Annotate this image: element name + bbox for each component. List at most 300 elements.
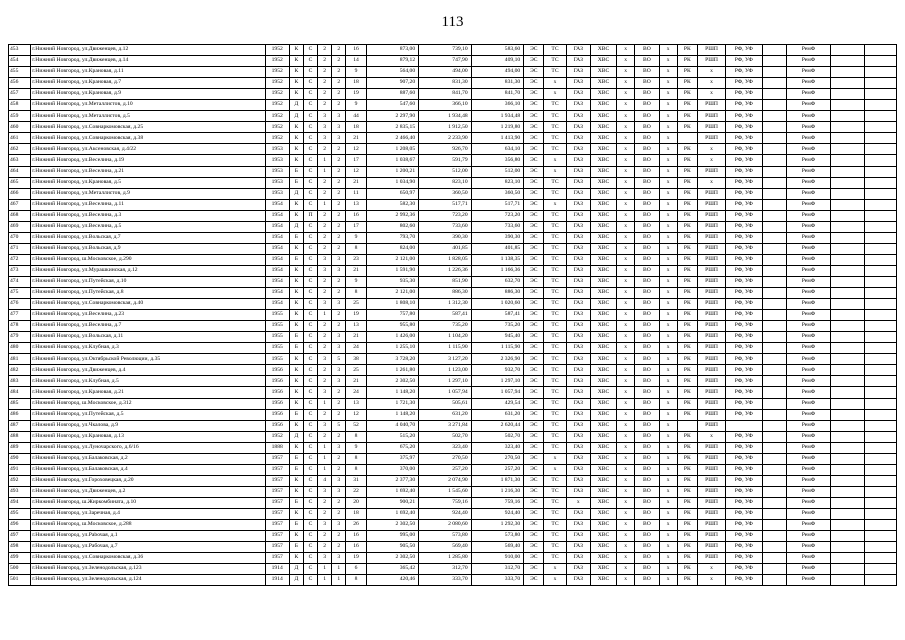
table-cell: 3 [318,299,332,310]
table-cell: ЭС [524,177,544,188]
table-cell: 824,00 [366,243,419,254]
table-cell: г.Нижний Новгород, ул.Веселина, д.23 [31,310,265,321]
table-cell: 2 [318,100,332,111]
table-cell: РемФ [786,453,830,464]
table-row [9,365,897,376]
table-cell: 2 [332,531,346,542]
table-cell: х [659,155,677,166]
table-cell: РемФ [786,564,830,575]
table-cell: ХВС [590,188,616,199]
table-cell: 9 [346,442,366,453]
table-cell: РК [677,475,697,486]
table-cell: С [303,177,317,188]
table-cell: РФ, УФ [726,343,762,354]
table-cell [762,409,786,420]
table-cell: х [617,531,635,542]
table-cell: ВО [635,486,659,497]
table-cell: г.Нижний Новгород, ш.Московское, д.312 [31,398,265,409]
table-cell: 312,70 [419,564,472,575]
table-cell: РК [677,343,697,354]
table-cell: РемФ [786,67,830,78]
table-cell: 2 [332,398,346,409]
table-row [9,453,897,464]
table-cell [864,542,896,553]
table-cell: 2 [332,243,346,254]
table-cell: ХВС [590,442,616,453]
table-cell: 24 [346,343,366,354]
table-cell: 25 [346,365,366,376]
table-cell: ЭС [524,166,544,177]
table-cell: 823,10 [419,177,472,188]
table-cell: 488 [9,431,31,442]
table-cell: 945,40 [471,332,524,343]
table-cell: РФ, УФ [726,188,762,199]
table-cell: С [303,111,317,122]
table-cell [831,276,864,287]
table-cell: РК [677,210,697,221]
table-cell [864,310,896,321]
table-cell: 2 [318,376,332,387]
table-cell: С [303,575,317,586]
table-cell: 471 [9,243,31,254]
table-cell: ВО [635,442,659,453]
table-cell: РШП [697,254,725,265]
table-cell: х [659,56,677,67]
table-cell: ВО [635,144,659,155]
table-cell: ЭС [524,221,544,232]
table-cell: ВО [635,310,659,321]
table-cell: ГАЗ [566,332,590,343]
table-cell: г.Нижний Новгород, ул.Металлистов, д.9 [31,188,265,199]
table-row [9,288,897,299]
table-cell: 2 302,50 [366,376,419,387]
table-cell: 1 692,40 [366,486,419,497]
table-cell: 1955 [265,321,289,332]
table-cell: 1956 [265,398,289,409]
table-cell [762,531,786,542]
table-cell: 323,40 [471,442,524,453]
table-cell: К [289,442,303,453]
table-cell: ХВС [590,288,616,299]
table-cell: ГАЗ [566,343,590,354]
table-cell [864,343,896,354]
table-cell: Б [289,497,303,508]
table-cell: С [303,354,317,365]
table-cell: ХВС [590,475,616,486]
table-cell: 489 [9,442,31,453]
table-cell: С [303,299,317,310]
table-cell: РемФ [786,166,830,177]
table-cell: 1 [318,310,332,321]
table-cell: ТС [544,254,566,265]
table-cell: К [289,133,303,144]
table-cell: 3 [318,354,332,365]
table-cell: 366,10 [471,100,524,111]
table-cell [762,321,786,332]
table-cell: х [617,67,635,78]
table-cell: РемФ [786,299,830,310]
table-cell: ХВС [590,122,616,133]
table-cell: РемФ [786,531,830,542]
table-cell: С [303,520,317,531]
table-cell [864,221,896,232]
table-cell: 1952 [265,111,289,122]
table-cell: 478 [9,321,31,332]
table-cell: 1 426,00 [366,332,419,343]
table-cell: г.Нижний Новгород, ул.Балаковская, д.4 [31,464,265,475]
table-cell: 841,70 [471,89,524,100]
table-cell: РШП [697,332,725,343]
table-cell: ЭС [524,144,544,155]
table-cell: 477 [9,310,31,321]
table-cell [762,354,786,365]
table-cell: РемФ [786,276,830,287]
table-cell: ТС [544,144,566,155]
table-cell: 1 871,30 [471,475,524,486]
table-cell: РФ, УФ [726,210,762,221]
table-cell: х [697,78,725,89]
table-cell [762,376,786,387]
table-cell: ХВС [590,453,616,464]
table-cell: 2 [332,542,346,553]
table-cell: ВО [635,111,659,122]
table-row [9,442,897,453]
table-cell [831,431,864,442]
table-cell: 4 040,70 [366,420,419,431]
table-cell [831,310,864,321]
table-cell: 25 [346,299,366,310]
table-cell [831,78,864,89]
table-cell: РФ, УФ [726,453,762,464]
table-cell: х [659,542,677,553]
table-cell: РШП [697,376,725,387]
table-cell: х [697,177,725,188]
table-cell: РШП [697,343,725,354]
table-cell: 483 [9,376,31,387]
table-cell: 16 [346,210,366,221]
table-cell: 573,80 [419,531,472,542]
table-cell [864,354,896,365]
table-cell: 3 [332,475,346,486]
table-cell [831,100,864,111]
table-cell: РШП [697,122,725,133]
table-cell: 3 [332,111,346,122]
table-cell: 2 [318,243,332,254]
table-cell: РК [677,564,697,575]
table-cell: РК [677,365,697,376]
table-cell: 2 [318,343,332,354]
table-cell: 2 [332,166,346,177]
table-cell: РемФ [786,420,830,431]
table-cell: г.Нижний Новгород, ул.Веселина, д.3 [31,210,265,221]
table-cell: 2 074,90 [419,475,472,486]
table-cell [864,265,896,276]
table-cell: г.Нижний Новгород, ул.Аксеновская, д.4/22 [31,144,265,155]
table-cell: Б [289,464,303,475]
table-cell: 1 [318,199,332,210]
table-cell: 2 [318,508,332,519]
table-cell: 910,00 [471,553,524,564]
table-cell: ГАЗ [566,310,590,321]
table-cell: ВО [635,553,659,564]
table-cell: РФ, УФ [726,122,762,133]
table-cell: РШП [697,553,725,564]
table-cell: 1952 [265,56,289,67]
table-cell [831,265,864,276]
table-cell [831,398,864,409]
table-cell: 5 [332,420,346,431]
table-cell: 12 [346,144,366,155]
table-cell: ЭС [524,497,544,508]
table-cell: 481 [9,354,31,365]
table-cell: ХВС [590,166,616,177]
table-cell [864,299,896,310]
table-cell [762,188,786,199]
table-cell: х [659,387,677,398]
table-cell: г.Нижний Новгород, ул.Мурашкинская, д.12 [31,265,265,276]
table-cell: 270,50 [471,453,524,464]
table-cell: 631,20 [471,409,524,420]
table-cell: ТС [544,553,566,564]
table-cell: 492 [9,475,31,486]
table-cell: ВО [635,398,659,409]
table-cell: РФ, УФ [726,45,762,56]
table-cell: РемФ [786,553,830,564]
table-row [9,486,897,497]
table-cell: 22 [346,486,366,497]
table-cell: х [617,232,635,243]
table-cell: 2 [332,464,346,475]
table-cell: РФ, УФ [726,321,762,332]
table-cell: 759,16 [471,497,524,508]
table-cell: С [303,464,317,475]
table-cell: 18 [346,508,366,519]
table-cell: РФ, УФ [726,56,762,67]
table-cell: РФ, УФ [726,431,762,442]
table-cell: РШП [697,188,725,199]
table-cell: г.Нижний Новгород, ул.Совнаркомовская, д.36 [31,553,265,564]
table-cell [831,89,864,100]
table-cell: С [303,409,317,420]
table-row [9,232,897,243]
table-cell [831,376,864,387]
table-cell: ТС [544,387,566,398]
table-cell [762,497,786,508]
table-cell [864,276,896,287]
table-cell: х [617,188,635,199]
table-cell: 924,40 [471,508,524,519]
table-cell: РШП [697,45,725,56]
table-cell: 2 080,60 [419,520,472,531]
table-cell: 257,20 [419,464,472,475]
table-cell [831,56,864,67]
table-cell: ТС [544,45,566,56]
table-cell: х [617,221,635,232]
table-cell: 1 138,35 [471,254,524,265]
table-cell: ЭС [524,122,544,133]
table-cell: 429,54 [471,398,524,409]
table-cell: 2 [318,332,332,343]
table-cell: РК [677,155,697,166]
table-cell: РемФ [786,56,830,67]
table-cell [762,420,786,431]
table-cell: ХВС [590,564,616,575]
table-cell: 1954 [265,243,289,254]
table-cell [831,254,864,265]
table-cell: 2 [318,67,332,78]
table-cell: 1 261,80 [366,365,419,376]
table-cell: РК [677,553,697,564]
table-cell: 16 [346,45,366,56]
table-cell: РК [677,144,697,155]
table-cell: РФ, УФ [726,299,762,310]
table-cell: РШП [697,520,725,531]
table-cell: 3 [332,376,346,387]
table-cell: РФ, УФ [726,78,762,89]
table-cell: ГАЗ [566,464,590,475]
table-cell: 9 [346,100,366,111]
table-cell: 2 [318,531,332,542]
table-cell: РК [677,453,697,464]
table-cell: г.Нижний Новгород, ул.Вольская, д.7 [31,232,265,243]
table-cell [864,431,896,442]
table-cell: 1952 [265,133,289,144]
table-cell: ГАЗ [566,420,590,431]
table-cell: 1 545,60 [419,486,472,497]
table-cell: 1 591,90 [366,265,419,276]
table-cell: РемФ [786,310,830,321]
table-cell: ЭС [524,564,544,575]
table-cell: х [617,265,635,276]
table-cell: С [303,564,317,575]
table-cell: 1952 [265,67,289,78]
table-cell: 2 [332,89,346,100]
table-cell: 3 [318,111,332,122]
table-cell: РФ, УФ [726,111,762,122]
table-cell: РФ, УФ [726,398,762,409]
table-cell: ВО [635,431,659,442]
table-cell: ЭС [524,67,544,78]
table-cell: 13 [346,199,366,210]
table-cell: РК [677,166,697,177]
table-cell: 3 [332,520,346,531]
table-cell: 935,30 [366,276,419,287]
table-cell: г.Нижний Новгород, ул.Балаковская, д.2 [31,453,265,464]
table-cell: 2 [318,177,332,188]
table-cell: 632,70 [471,276,524,287]
table-cell: С [303,508,317,519]
table-cell [831,508,864,519]
table-cell: РК [677,288,697,299]
table-cell [864,321,896,332]
table-cell: ВО [635,276,659,287]
table-cell: г.Нижний Новгород, ул.Чкалова, д.9 [31,420,265,431]
table-cell: РФ, УФ [726,155,762,166]
table-cell: 2 [318,221,332,232]
table-cell: х [544,199,566,210]
table-cell: РФ, УФ [726,442,762,453]
table-cell: ГАЗ [566,508,590,519]
table-cell: РФ, УФ [726,221,762,232]
table-cell: РемФ [786,243,830,254]
table-cell: г.Нижний Новгород, ул.Крановая, д.11 [31,67,265,78]
table-cell: 723,20 [419,210,472,221]
table-cell: 8 [346,243,366,254]
table-cell: 1952 [265,431,289,442]
table-cell: К [289,321,303,332]
table-cell: х [544,78,566,89]
table-cell: 390,30 [419,232,472,243]
table-cell: х [659,111,677,122]
table-cell: ЭС [524,243,544,254]
table-cell [762,122,786,133]
table-cell: ХВС [590,332,616,343]
table-cell: 17 [346,221,366,232]
table-cell: 496 [9,520,31,531]
table-cell: РК [677,243,697,254]
table-cell: ХВС [590,409,616,420]
table-cell: х [617,111,635,122]
table-cell: 484 [9,387,31,398]
table-cell: 2 [318,542,332,553]
table-cell: 21 [346,332,366,343]
table-cell: ВО [635,299,659,310]
table-cell: 360,50 [419,188,472,199]
table-cell: 2 [332,409,346,420]
table-cell [864,199,896,210]
table-cell: ЭС [524,442,544,453]
table-cell: 1954 [265,232,289,243]
table-cell: 499 [9,553,31,564]
table-cell: К [289,78,303,89]
table-cell: 1953 [265,188,289,199]
table-cell: ТС [544,420,566,431]
table-cell: х [659,564,677,575]
table-cell: х [659,133,677,144]
table-cell: 831,30 [419,78,472,89]
table-cell: ГАЗ [566,354,590,365]
table-cell: РФ, УФ [726,387,762,398]
table-cell: РК [677,199,697,210]
table-cell [831,497,864,508]
table-cell: 873,00 [366,45,419,56]
table-cell [864,111,896,122]
table-cell [831,442,864,453]
table-cell: х [617,343,635,354]
table-cell: г.Нижний Новгород, ул.Луночарского, д.6/16 [31,442,265,453]
table-cell: 2 [318,276,332,287]
table-cell: ХВС [590,232,616,243]
table-cell: 26 [346,520,366,531]
table-cell: ТС [544,365,566,376]
table-cell: ГАЗ [566,431,590,442]
table-cell: РШП [697,464,725,475]
table-cell: ТС [544,343,566,354]
table-cell: ГАЗ [566,387,590,398]
table-cell: 735,20 [471,321,524,332]
table-cell: ХВС [590,45,616,56]
table-cell: ВО [635,188,659,199]
table-cell: 1 020,60 [471,299,524,310]
table-cell [831,564,864,575]
table-cell: РК [677,464,697,475]
table-cell: 1914 [265,564,289,575]
table-cell: ЭС [524,89,544,100]
table-cell: 2 [332,45,346,56]
table-cell: С [303,243,317,254]
table-cell: 3 [318,133,332,144]
table-row [9,553,897,564]
